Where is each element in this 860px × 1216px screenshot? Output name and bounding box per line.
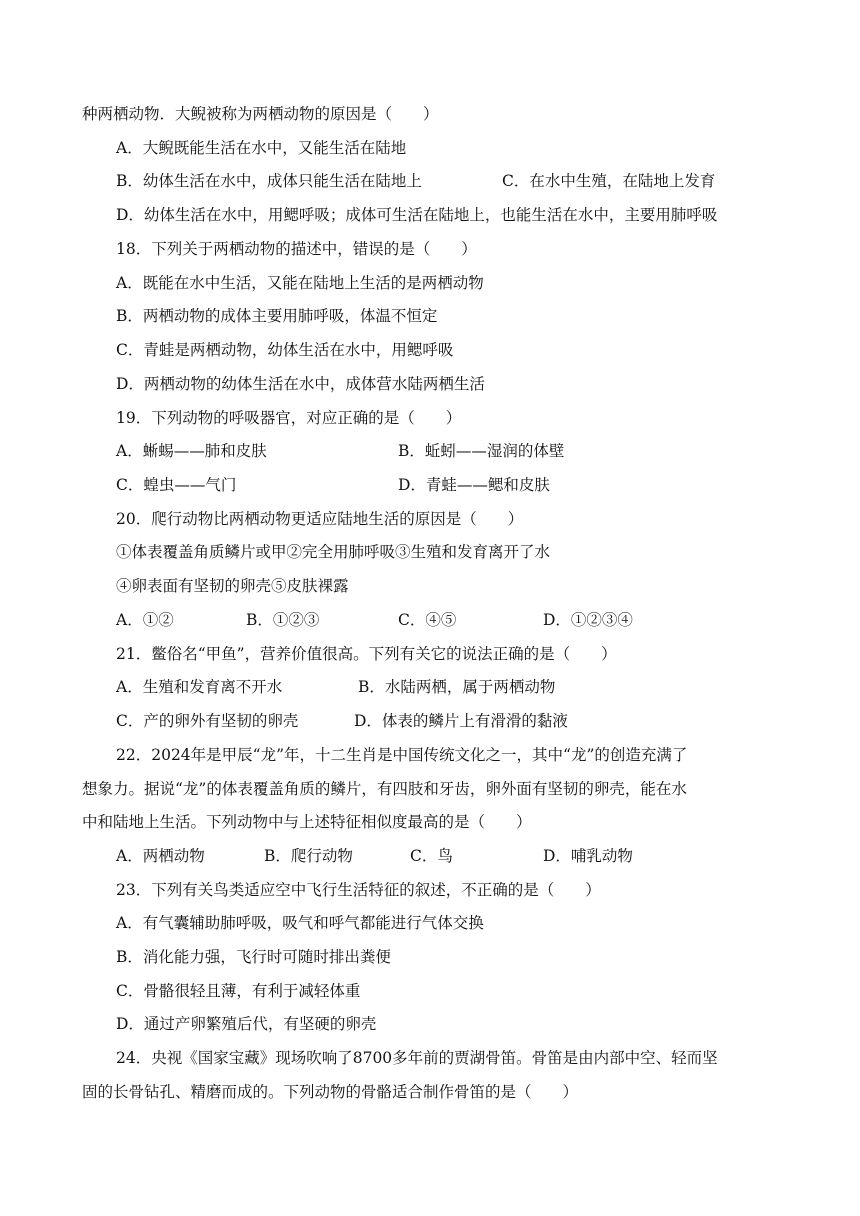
q17-option-c: C．在水中生殖，在陆地上发育 [502, 172, 716, 190]
q18-option-a: A．既能在水中生活，又能在陆地上生活的是两栖动物 [116, 274, 484, 292]
q23-option-a: A．有气囊辅助肺呼吸，吸气和呼气都能进行气体交换 [116, 914, 484, 932]
question-21-stem: 21．鳖俗名“甲鱼”，营养价值很高。下列有关它的说法正确的是（ ） [116, 645, 617, 663]
question-22-stem-line-3: 中和陆地上生活。下列动物中与上述特征相似度最高的是（ ） [82, 813, 532, 831]
q19-option-d: D．青蛙——鳃和皮肤 [398, 476, 550, 494]
q20-option-d: D．①②③④ [543, 611, 633, 629]
q17-option-b: B．幼体生活在水中，成体只能生活在陆地上 [116, 172, 422, 190]
q18-option-b: B．两栖动物的成体主要用肺呼吸，体温不恒定 [116, 307, 438, 325]
q18-option-c: C．青蛙是两栖动物，幼体生活在水中，用鳃呼吸 [116, 341, 454, 359]
q21-option-b: B．水陆两栖，属于两栖动物 [358, 678, 556, 696]
question-17-stem: 种两栖动物．大鲵被称为两栖动物的原因是（ ） [82, 105, 439, 123]
q22-option-b: B．爬行动物 [264, 847, 353, 865]
question-23-stem: 23．下列有关鸟类适应空中飞行生活特征的叙述，不正确的是（ ） [116, 881, 601, 899]
q17-option-d: D．幼体生活在水中，用鳃呼吸；成体可生活在陆地上，也能生活在水中，主要用肺呼吸 [116, 206, 718, 224]
q19-option-a: A．蜥蜴——肺和皮肤 [116, 442, 267, 460]
q21-option-a: A．生殖和发育离不开水 [116, 678, 283, 696]
q23-option-b: B．消化能力强，飞行时可随时排出粪便 [116, 948, 391, 966]
q21-option-d: D．体表的鳞片上有滑滑的黏液 [354, 712, 568, 730]
q23-option-d: D．通过产卵繁殖后代，有坚硬的卵壳 [116, 1015, 377, 1033]
q22-option-c: C．鸟 [410, 847, 453, 865]
q20-statement-1: ①体表覆盖角质鳞片或甲②完全用肺呼吸③生殖和发育离开了水 [116, 543, 551, 561]
q19-option-c: C．蝗虫——气门 [116, 476, 237, 494]
question-22-stem-line-1: 22．2024年是甲辰“龙”年，十二生肖是中国传统文化之一，其中“龙”的创造充满了 [116, 746, 688, 764]
q20-option-c: C．④⑤ [398, 611, 457, 629]
q20-option-b: B．①②③ [246, 611, 320, 629]
q22-option-a: A．两栖动物 [116, 847, 205, 865]
question-24-stem-line-1: 24．央视《国家宝藏》现场吹响了8700多年前的贾湖骨笛。骨笛是由内部中空、轻而坚 [116, 1049, 718, 1067]
question-22-stem-line-2: 想象力。据说“龙”的体表覆盖角质的鳞片，有四肢和牙齿，卵外面有坚韧的卵壳，能在水 [82, 780, 687, 798]
q20-option-a: A．①② [116, 611, 174, 629]
q20-statement-2: ④卵表面有坚韧的卵壳⑤皮肤裸露 [116, 577, 349, 595]
question-18-stem: 18．下列关于两栖动物的描述中，错误的是（ ） [116, 240, 477, 258]
q17-option-a: A．大鲵既能生活在水中，又能生活在陆地 [116, 139, 407, 157]
q21-option-c: C．产的卵外有坚韧的卵壳 [116, 712, 299, 730]
q18-option-d: D．两栖动物的幼体生活在水中，成体营水陆两栖生活 [116, 375, 485, 393]
q23-option-c: C．骨骼很轻且薄，有利于减轻体重 [116, 982, 361, 1000]
question-24-stem-line-2: 固的长骨钻孔、精磨而成的。下列动物的骨骼适合制作骨笛的是（ ） [82, 1083, 579, 1101]
q19-option-b: B．蚯蚓——湿润的体壁 [398, 442, 565, 460]
question-19-stem: 19．下列动物的呼吸器官，对应正确的是（ ） [116, 409, 462, 427]
q22-option-d: D．哺乳动物 [543, 847, 633, 865]
question-20-stem: 20．爬行动物比两栖动物更适应陆地生活的原因是（ ） [116, 510, 524, 528]
